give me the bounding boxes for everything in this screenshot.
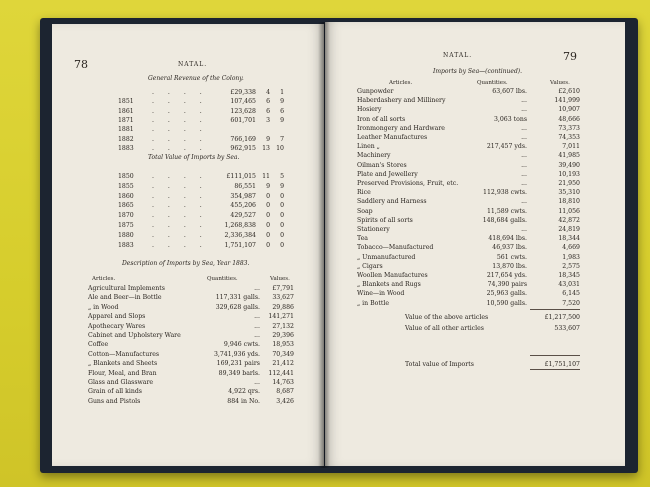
year-cell: 1861: [118, 107, 134, 115]
table-row: [52, 135, 324, 144]
sum-rule-top: [530, 309, 580, 310]
table-row: [325, 142, 625, 151]
value-cell: 41,985: [558, 152, 580, 160]
col-values: Values.: [270, 276, 290, 282]
quantity-cell: ...: [521, 97, 527, 105]
value-cell: 18,953: [272, 341, 294, 349]
amount-cell: 1,751,107: [224, 241, 256, 249]
shillings-cell: 11: [262, 173, 270, 180]
book-gutter: [318, 22, 330, 468]
table-row: [325, 289, 625, 298]
sum-rule-bottom: [530, 369, 580, 370]
leader-dots: . . . .: [152, 173, 208, 180]
year-cell: 1855: [118, 182, 134, 190]
table-row: [52, 293, 324, 302]
value-cell: 24,819: [558, 226, 580, 233]
article-cell: Wine—in Wood: [357, 290, 405, 298]
amount-cell: 86,551: [234, 182, 256, 190]
quantity-cell: 4,922 qrs.: [228, 388, 260, 396]
article-cell: Apparel and Slops: [88, 313, 146, 321]
table-row: [325, 253, 625, 262]
sum-rule-mid: [530, 355, 580, 356]
pence-cell: 9: [280, 116, 284, 124]
shillings-cell: 9: [266, 135, 270, 143]
value-cell: 8,687: [276, 388, 294, 396]
imports-continued-title: Imports by Sea—(continued).: [433, 68, 523, 75]
leader-dots: . . . .: [152, 202, 208, 210]
page-number: 78: [74, 58, 88, 71]
table-row: [325, 234, 625, 243]
article-cell: Apothecary Wares: [88, 322, 146, 330]
article-cell: Coffee: [88, 341, 109, 349]
quantity-cell: ...: [254, 332, 260, 339]
quantity-cell: 10,590 galls.: [486, 299, 527, 307]
table-row: [52, 378, 324, 387]
amount-cell: 354,987: [230, 192, 256, 200]
article-cell: Agricultural Implements: [88, 285, 165, 292]
article-cell: Oilman's Stores: [357, 161, 407, 169]
quantity-cell: 9,946 cwts.: [223, 341, 260, 349]
value-cell: £2,610: [558, 88, 580, 95]
table-row: [52, 322, 324, 331]
summary-label: Total value of Imports: [405, 361, 474, 368]
quantity-cell: 169,231 pairs: [216, 360, 260, 368]
article-cell: Iron of all sorts: [357, 115, 406, 123]
pence-cell: 0: [280, 192, 284, 200]
table-row: [325, 151, 625, 160]
shillings-cell: 0: [266, 192, 270, 200]
value-cell: 18,344: [558, 235, 580, 243]
description-title: Description of Imports by Sea, Year 1883.: [122, 260, 250, 267]
table-row: [325, 216, 625, 225]
leader-dots: . . . .: [152, 116, 208, 124]
value-cell: 73,373: [558, 124, 580, 132]
summary-value: £1,751,107: [544, 361, 580, 368]
shillings-cell: 6: [266, 98, 270, 106]
table-row: [325, 96, 625, 105]
amount-cell: 107,465: [230, 98, 256, 106]
quantity-cell: 418,694 lbs.: [488, 235, 527, 243]
value-cell: 43,031: [558, 281, 580, 289]
shillings-cell: 0: [266, 212, 270, 220]
amount-cell: 766,169: [230, 135, 256, 143]
value-cell: 10,907: [558, 106, 580, 114]
year-cell: 1881: [118, 126, 134, 134]
leader-dots: . . . .: [152, 144, 208, 152]
quantity-cell: ...: [521, 161, 527, 169]
table-row: [325, 161, 625, 170]
article-cell: Gunpowder: [357, 88, 394, 95]
table-row: [325, 262, 625, 271]
pence-cell: 5: [280, 173, 284, 180]
quantity-cell: 89,349 barls.: [218, 369, 260, 377]
value-cell: 2,575: [562, 262, 580, 270]
quantity-cell: 217,457 yds.: [486, 143, 527, 151]
quantity-cell: 3,741,936 yds.: [213, 350, 260, 358]
table-row: [325, 105, 625, 114]
value-cell: 141,271: [268, 313, 294, 321]
leader-dots: . . . .: [152, 89, 208, 96]
article-cell: Guns and Pistols: [88, 397, 141, 405]
leader-dots: . . . .: [152, 126, 208, 134]
year-cell: 1871: [118, 116, 134, 124]
summary-label: Value of the above articles: [405, 314, 489, 321]
amount-cell: 429,527: [230, 212, 256, 220]
table-row: [52, 340, 324, 349]
value-cell: 141,999: [554, 97, 580, 105]
amount-cell: 123,628: [230, 107, 256, 115]
article-cell: Preserved Provisions, Fruit, etc.: [357, 180, 459, 187]
value-cell: 18,810: [558, 198, 580, 206]
summary-label: Value of all other articles: [405, 325, 484, 332]
table-row: [52, 144, 324, 153]
table-row: [52, 303, 324, 312]
table-row: [325, 280, 625, 289]
table-row: [325, 170, 625, 179]
quantity-cell: ...: [521, 226, 527, 233]
pence-cell: 0: [280, 241, 284, 249]
table-row: [52, 97, 324, 106]
quantity-cell: 217,654 yds.: [486, 272, 527, 279]
value-cell: 10,193: [558, 170, 580, 178]
value-cell: 11,056: [558, 207, 580, 215]
leader-dots: . . . .: [152, 212, 208, 220]
pence-cell: 7: [280, 135, 284, 143]
table-row: [325, 299, 625, 308]
amount-cell: 962,915: [230, 144, 256, 152]
shillings-cell: 0: [266, 231, 270, 239]
running-head: NATAL.: [178, 61, 208, 68]
year-cell: 1850: [118, 173, 134, 180]
value-cell: 70,349: [272, 350, 294, 358]
article-cell: Soap: [357, 207, 373, 215]
quantity-cell: 117,331 galls.: [215, 294, 260, 302]
pence-cell: 1: [280, 89, 284, 96]
table-row: [325, 197, 625, 206]
table-row: [52, 359, 324, 368]
value-cell: 35,310: [558, 189, 580, 197]
table-row: [52, 88, 324, 97]
pence-cell: 9: [280, 98, 284, 106]
quantity-cell: 74,390 pairs: [487, 281, 527, 289]
shillings-cell: 9: [266, 182, 270, 190]
quantity-cell: ...: [254, 285, 260, 292]
table-row: [52, 241, 324, 250]
quantity-cell: 46,937 lbs.: [492, 244, 527, 252]
article-cell: „ Unmanufactured: [357, 253, 416, 261]
shillings-cell: 6: [266, 107, 270, 115]
table-row: [52, 192, 324, 201]
year-cell: 1883: [118, 144, 134, 152]
value-cell: 48,666: [558, 115, 580, 123]
pence-cell: 6: [280, 107, 284, 115]
article-cell: Grain of all kinds: [88, 388, 142, 396]
leader-dots: . . . .: [152, 231, 208, 239]
pence-cell: 0: [280, 202, 284, 210]
year-cell: 1851: [118, 98, 134, 106]
article-cell: Saddlery and Harness: [357, 198, 427, 206]
value-cell: 7,520: [562, 299, 580, 307]
value-cell: 39,490: [558, 161, 580, 169]
leader-dots: . . . .: [152, 98, 208, 106]
year-cell: 1860: [118, 192, 134, 200]
year-cell: 1880: [118, 231, 134, 239]
amount-cell: £111,015: [226, 173, 256, 180]
quantity-cell: 11,589 cwts.: [486, 207, 527, 215]
value-cell: 14,763: [272, 379, 294, 386]
value-cell: £7,791: [272, 285, 294, 292]
shillings-cell: 0: [266, 202, 270, 210]
leader-dots: . . . .: [152, 135, 208, 143]
table-row: [325, 87, 625, 96]
article-cell: Cabinet and Upholstery Ware: [88, 332, 181, 339]
article-cell: Tea: [357, 235, 368, 243]
leader-dots: . . . .: [152, 107, 208, 115]
table-row: [325, 188, 625, 197]
page-number: 79: [563, 50, 577, 63]
quantity-cell: ...: [254, 313, 260, 321]
year-cell: 1865: [118, 202, 134, 210]
col-quantities: Quantities.: [477, 80, 508, 86]
table-row: [52, 312, 324, 321]
imports-total-title: Total Value of Imports by Sea.: [148, 154, 240, 161]
quantity-cell: ...: [521, 124, 527, 132]
table-row: [52, 397, 324, 406]
table-row: [52, 231, 324, 240]
quantity-cell: ...: [521, 106, 527, 114]
table-row: [325, 243, 625, 252]
table-row: [52, 211, 324, 220]
quantity-cell: 13,870 lbs.: [492, 262, 527, 270]
year-cell: 1875: [118, 222, 134, 229]
shillings-cell: 0: [266, 222, 270, 229]
table-row: [52, 116, 324, 125]
pence-cell: 0: [280, 231, 284, 239]
article-cell: Ironmongery and Hardware: [357, 124, 445, 132]
year-cell: 1870: [118, 212, 134, 220]
quantity-cell: ...: [521, 198, 527, 206]
table-row: [325, 207, 625, 216]
summary-value: £1,217,500: [544, 314, 580, 321]
article-cell: Linen „: [357, 143, 380, 151]
table-row: [52, 125, 324, 134]
table-row: [52, 172, 324, 181]
value-cell: 112,441: [268, 369, 294, 377]
value-cell: 74,353: [558, 134, 580, 141]
leader-dots: . . . .: [152, 192, 208, 200]
year-cell: 1882: [118, 135, 134, 143]
quantity-cell: ...: [521, 170, 527, 178]
right-page: [325, 22, 625, 466]
col-values: Values.: [550, 80, 570, 86]
table-row: [325, 133, 625, 142]
left-page: [52, 24, 324, 466]
table-row: [52, 369, 324, 378]
shillings-cell: 3: [266, 116, 270, 124]
article-cell: Plate and Jewellery: [357, 170, 418, 178]
article-cell: „ Blankets and Rugs: [357, 281, 421, 289]
quantity-cell: 112,938 cwts.: [483, 189, 527, 197]
pence-cell: 10: [276, 144, 284, 152]
summary-value: 533,607: [554, 325, 580, 332]
article-cell: Stationery: [357, 226, 390, 233]
quantity-cell: 884 in No.: [227, 397, 260, 405]
pence-cell: 9: [280, 182, 284, 190]
shillings-cell: 4: [266, 89, 270, 96]
value-cell: 7,011: [562, 143, 580, 151]
quantity-cell: ...: [254, 322, 260, 330]
quantity-cell: 329,628 galls.: [215, 303, 260, 311]
value-cell: 18,345: [558, 272, 580, 279]
shillings-cell: 13: [262, 144, 270, 152]
table-row: [325, 271, 625, 280]
table-row: [52, 387, 324, 396]
pence-cell: 0: [280, 222, 284, 229]
value-cell: 6,145: [562, 290, 580, 298]
table-row: [325, 124, 625, 133]
amount-cell: £29,338: [230, 89, 256, 96]
revenue-title: General Revenue of the Colony.: [148, 75, 244, 82]
table-row: [52, 221, 324, 230]
pence-cell: 0: [280, 212, 284, 220]
value-cell: 21,950: [558, 180, 580, 187]
table-row: [325, 225, 625, 234]
value-cell: 1,983: [562, 253, 580, 261]
quantity-cell: 561 cwts.: [496, 253, 527, 261]
table-row: [52, 350, 324, 359]
value-cell: 33,627: [272, 294, 294, 302]
quantity-cell: ...: [521, 134, 527, 141]
col-articles: Articles.: [92, 276, 116, 282]
value-cell: 21,412: [272, 360, 294, 368]
quantity-cell: ...: [521, 152, 527, 160]
article-cell: Rice: [357, 189, 371, 197]
article-cell: Woollen Manufactures: [357, 272, 428, 279]
quantity-cell: 3,063 tons: [493, 115, 527, 123]
article-cell: Ale and Beer—in Bottle: [88, 294, 162, 302]
col-quantities: Quantities.: [207, 276, 238, 282]
table-row: [52, 107, 324, 116]
running-head: NATAL.: [443, 52, 473, 59]
value-cell: 29,886: [272, 303, 294, 311]
amount-cell: 1,268,838: [224, 222, 256, 229]
leader-dots: . . . .: [152, 182, 208, 190]
table-row: [52, 201, 324, 210]
article-cell: Cotton—Manufactures: [88, 350, 160, 358]
table-row: [52, 284, 324, 293]
table-row: [325, 179, 625, 188]
article-cell: „ Blankets and Sheets: [88, 360, 158, 368]
article-cell: Spirits of all sorts: [357, 216, 413, 224]
value-cell: 3,426: [276, 397, 294, 405]
summary-row: [325, 324, 625, 333]
value-cell: 27,132: [272, 322, 294, 330]
amount-cell: 455,206: [230, 202, 256, 210]
article-cell: Flour, Meal, and Bran: [88, 369, 157, 377]
value-cell: 4,669: [562, 244, 580, 252]
article-cell: „ in Bottle: [357, 299, 389, 307]
col-articles: Articles.: [389, 80, 413, 86]
article-cell: „ in Wood: [88, 303, 119, 311]
quantity-cell: 25,963 galls.: [486, 290, 527, 298]
article-cell: Hosiery: [357, 106, 382, 114]
article-cell: Haberdashery and Millinery: [357, 97, 446, 105]
summary-row: [325, 360, 625, 369]
article-cell: Machinery: [357, 152, 391, 160]
summary-row: [325, 313, 625, 322]
quantity-cell: ...: [254, 379, 260, 386]
leader-dots: . . . .: [152, 222, 208, 229]
value-cell: 42,872: [558, 216, 580, 224]
table-row: [52, 331, 324, 340]
leader-dots: . . . .: [152, 241, 208, 249]
table-row: [52, 182, 324, 191]
quantity-cell: 148,684 galls.: [482, 216, 527, 224]
shillings-cell: 0: [266, 241, 270, 249]
value-cell: 29,396: [272, 332, 294, 339]
amount-cell: 601,701: [230, 116, 256, 124]
article-cell: Leather Manufactures: [357, 134, 428, 141]
quantity-cell: 63,607 lbs.: [492, 88, 527, 95]
article-cell: „ Cigars: [357, 262, 383, 270]
article-cell: Glass and Glassware: [88, 379, 154, 386]
quantity-cell: ...: [521, 180, 527, 187]
year-cell: 1883: [118, 241, 134, 249]
amount-cell: 2,336,384: [224, 231, 256, 239]
article-cell: Tobacco—Manufactured: [357, 244, 434, 252]
table-row: [325, 115, 625, 124]
